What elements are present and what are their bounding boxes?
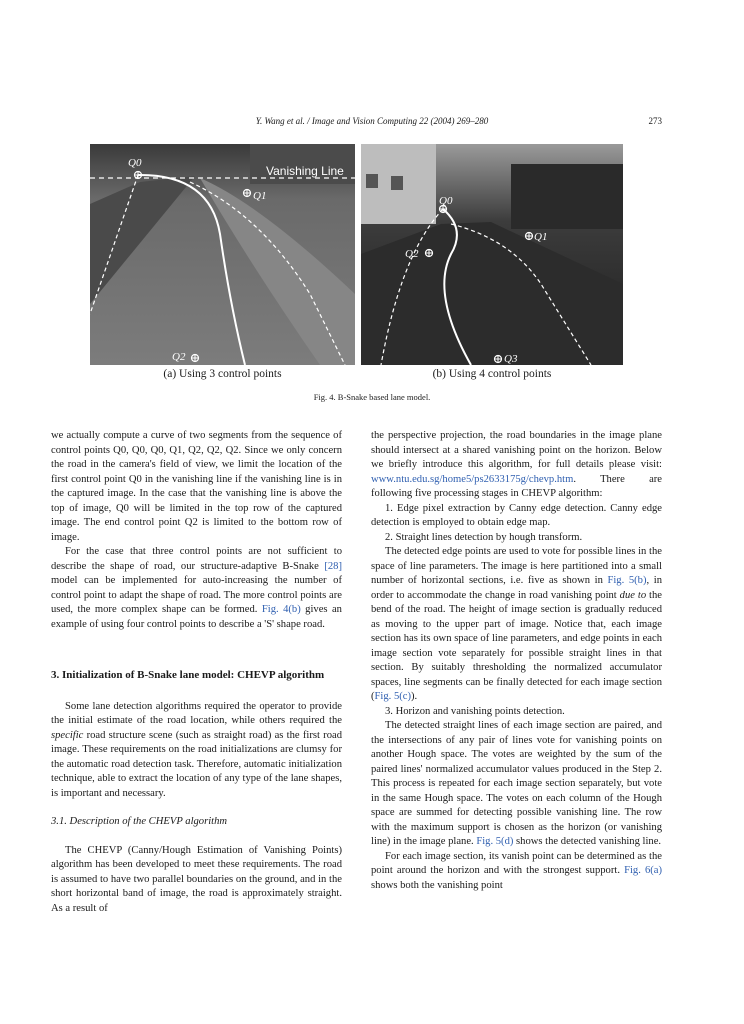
figure-link[interactable]: Fig. 5(b) [607, 575, 647, 586]
control-point-q3 [495, 356, 502, 363]
paragraph: we actually compute a curve of two segments from the sequence of control points Q0, Q0, Q0, Q1, Q2, Q2, Q2. Since we only concern the road in the camera's field of view, we limit the location of the first control point Q0 in the vanishing line if the vanishing line is in the captured image. In the case that the vanishing line is above the top of image, Q0 will be limited in the top row of the captured image. The end control point Q2 is limited to the bottom row of image. [51, 430, 342, 543]
reference-link[interactable]: [28] [324, 560, 342, 572]
running-header [0, 116, 744, 130]
label-q2: Q2 [172, 351, 186, 363]
control-point-q2 [426, 250, 433, 257]
paragraph: For the case that three control points are not sufficient to describe the shape of road, our structure-adaptive B-Snake [28] model can be implemented for auto-increasing the number of control point to adapt the shape of road. The more control points are used, the more complex shape can be formed. Fig. 4(b) gives an example of using four control points to describe a 'S' shape road. [51, 546, 342, 630]
figure-link[interactable]: Fig. 6(a) [624, 865, 663, 876]
paragraph: the perspective projection, the road boundaries in the image plane should intersect at a shared vanishing point on the horizon. Below we briefly introduce this algorithm, for full details please visit: www.ntu.edu.sg/home5/ps2633175g/chevp.htm. There are following five processing stages in CHEVP algorithm: [371, 430, 662, 499]
figure-link[interactable]: Fig. 5(c) [374, 691, 412, 702]
trees [511, 164, 623, 229]
control-point-q1 [526, 233, 533, 240]
subsection-heading: 3.1. Description of the CHEVP algorithm [51, 816, 228, 827]
label-q2: Q2 [405, 248, 419, 260]
subcaption-b: (b) Using 4 control points [432, 368, 552, 380]
label-q0: Q0 [128, 157, 142, 169]
vanishing-line-label: Vanishing Line [266, 164, 344, 178]
label-q1: Q1 [534, 231, 548, 243]
control-point-q0 [135, 172, 142, 179]
paragraph: For each image section, its vanish point can be determined as the point around the horizon and with the strongest support. Fig. 6(a) shows both the vanishing point [371, 850, 663, 891]
control-point-q1 [244, 190, 251, 197]
road-image-b [361, 144, 623, 365]
subcaption-a: (a) Using 3 control points [163, 368, 282, 380]
road-image-a [90, 144, 355, 365]
step-1: 1. Edge pixel extraction by Canny edge detection. Canny edge detection is employed to obtain edge map. [371, 502, 662, 528]
step-2: 2. Straight lines detection by hough transform. [385, 531, 583, 543]
left-column [51, 429, 342, 916]
label-q3: Q3 [504, 353, 518, 365]
building-window [391, 176, 403, 190]
figure-panel-a [90, 144, 355, 365]
label-q1: Q1 [253, 190, 267, 202]
figure-link[interactable]: Fig. 4(b) [261, 604, 301, 615]
figure-caption: Fig. 4. B-Snake based lane model. [313, 392, 431, 402]
page-number: 273 [648, 116, 662, 126]
step-3: 3. Horizon and vanishing points detection. [385, 705, 565, 717]
url-link[interactable]: www.ntu.edu.sg/home5/ps2633175g/chevp.htm [371, 473, 574, 485]
figure-panel-b [361, 144, 623, 365]
paragraph: Some lane detection algorithms required the operator to provide the initial estimate of the road location, while others required the specific road structure scene (such as straight road) as the first road image. These requirements on the road initializations are clumsy for the automatic road detection task. Therefore, automatic initialization technique, able to extract the location of any type of the lane shapes, is important and necessary. [51, 700, 342, 799]
paragraph: The detected straight lines of each image section are paired, and the intersections of any pair of lines vote for vanishing points on another Hough space. The votes are weighted by the sum of the paired lines' normalized accumulator values produced in the Step 2. This process is repeated for each image section separately, but vote in the same Hough space. The votes on each column of the Hough space are summed for detecting possible vanishing line. The row with the maximum support is chosen as the horizon (or vanishing line) in the image plane. Fig. 5(d) shows the detected vanishing line. [371, 720, 662, 847]
figure-link[interactable]: Fig. 5(d) [476, 836, 514, 847]
building-window [366, 174, 378, 188]
paragraph: The CHEVP (Canny/Hough Estimation of Vanishing Points) algorithm has been developed to meet these requirements. The road is assumed to have two parallel boundaries on the ground, and in the short horizontal band of image, the road is approximately straight. As a result of [51, 844, 342, 914]
section-heading: 3. Initialization of B-Snake lane model: CHEVP algorithm [51, 669, 325, 681]
running-title: Y. Wang et al. / Image and Vision Computing 22 (2004) 269–280 [255, 116, 489, 126]
label-q0: Q0 [439, 195, 453, 207]
control-point-q2 [192, 355, 199, 362]
right-column [371, 429, 662, 893]
paragraph: The detected edge points are used to vote for possible lines in the space of line parameters. The image is here partitioned into a small number of horizontal sections, i.e. five as shown in Fig. 5(b), in order to accommodate the change in road vanishing point due to the bend of the road. The height of image section is gradually reduced as moving to the upper part of image. Notice that, each image section has its own space of line parameters, and edge points in each image section vote separately for possible straight lines in that section. By suitably thresholding the normalized accumulator spaces, line segments can be finally detected for each image section (Fig. 5(c)). [371, 546, 663, 702]
